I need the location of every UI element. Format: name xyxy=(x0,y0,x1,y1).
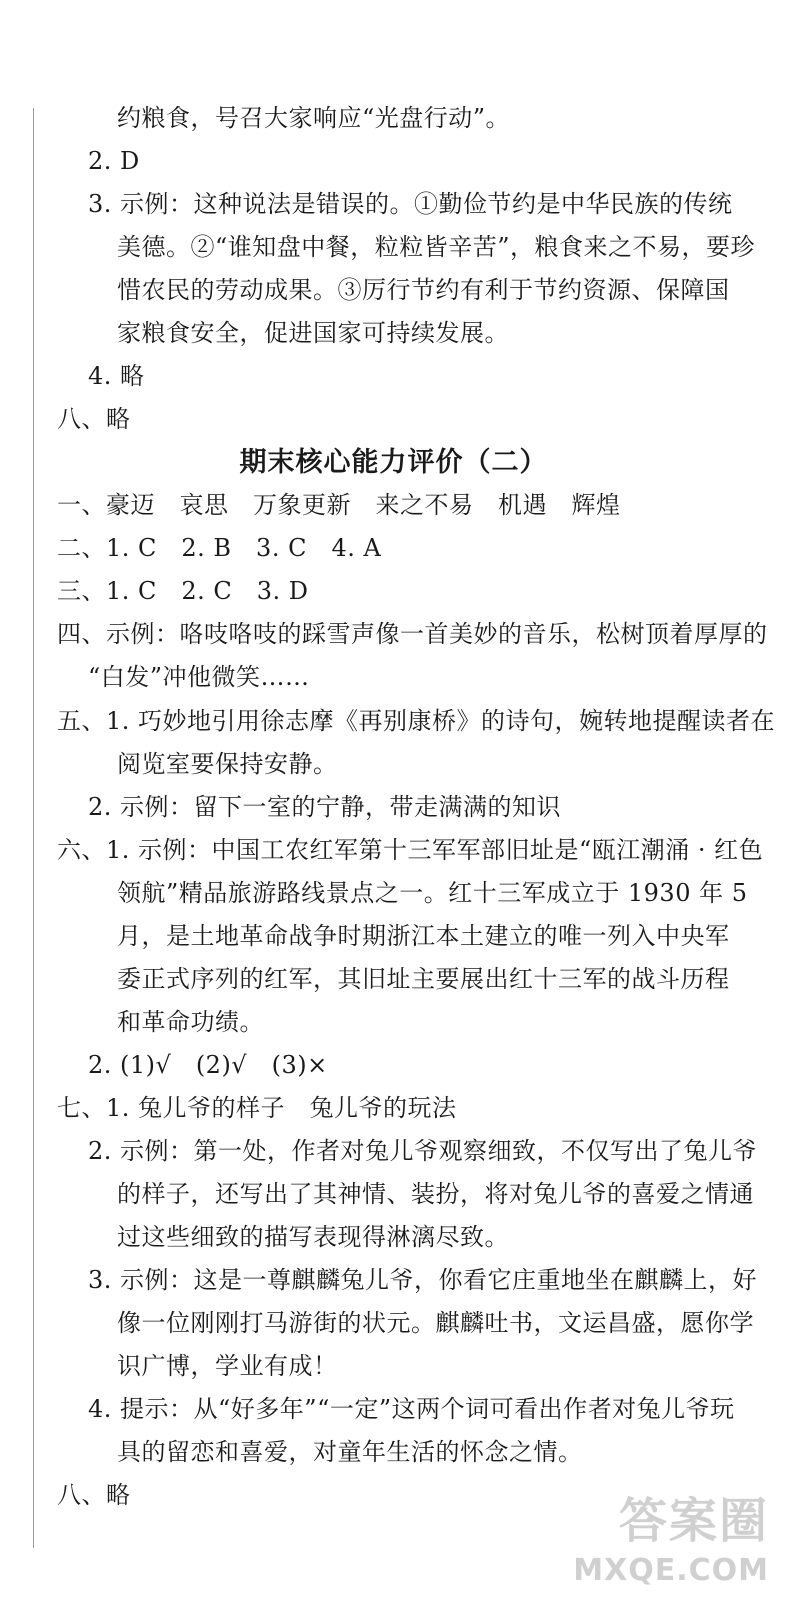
left-margin-rule xyxy=(33,108,34,1548)
answer-line: 委正式序列的红军，其旧址主要展出红十三军的战斗历程 xyxy=(117,965,730,993)
watermark-logo-text: 答案圈 xyxy=(618,1493,769,1549)
answer-line: 2. 示例：第一处，作者对兔儿爷观察细致，不仅写出了兔儿爷 xyxy=(88,1137,758,1165)
answer-line: 一、豪迈 哀思 万象更新 来之不易 机遇 辉煌 xyxy=(57,491,621,519)
section-title: 期末核心能力评价（二） xyxy=(239,447,548,478)
answer-line: 月，是土地革命战争时期浙江本土建立的唯一列入中央军 xyxy=(117,922,730,950)
answer-line: 3. 示例：这是一尊麒麟兔儿爷，你看它庄重地坐在麒麟上，好 xyxy=(88,1266,758,1294)
answer-line: 2. D xyxy=(88,147,140,175)
answer-line: 3. 示例：这种说法是错误的。①勤俭节约是中华民族的传统 xyxy=(88,190,733,218)
answer-line: 4. 提示：从“好多年”“一定”这两个词可看出作者对兔儿爷玩 xyxy=(88,1395,735,1423)
answer-line: 八、略 xyxy=(57,405,131,433)
answer-line: 惜农民的劳动成果。③厉行节约有利于节约资源、保障国 xyxy=(117,276,730,304)
answer-line: 二、1. C 2. B 3. C 4. A xyxy=(57,534,382,562)
answer-line: 五、1. 巧妙地引用徐志摩《再别康桥》的诗句，婉转地提醒读者在 xyxy=(57,707,776,735)
answer-line: 和革命功绩。 xyxy=(117,1008,264,1036)
answer-line: 三、1. C 2. C 3. D xyxy=(57,577,309,605)
answer-line: 阅览室要保持安静。 xyxy=(117,750,338,778)
answer-line: 具的留恋和喜爱，对童年生活的怀念之情。 xyxy=(117,1438,583,1466)
answer-line: 2. 示例：留下一室的宁静，带走满满的知识 xyxy=(88,793,562,821)
answer-line: 家粮食安全，促进国家可持续发展。 xyxy=(117,319,509,347)
answer-line: 美德。②“谁知盘中餐，粒粒皆辛苦”，粮食来之不易，要珍 xyxy=(117,233,756,261)
answer-line: “白发”冲他微笑…… xyxy=(88,663,310,691)
answer-line: 像一位刚刚打马游街的状元。麒麟吐书，文运昌盛，愿你学 xyxy=(117,1309,754,1337)
answer-line: 识广博，学业有成！ xyxy=(117,1352,338,1380)
answer-line: 过这些细致的描写表现得淋漓尽致。 xyxy=(117,1223,509,1251)
watermark xyxy=(569,1482,769,1592)
answer-line: 八、略 xyxy=(57,1481,131,1509)
answer-line: 2. (1)√ (2)√ (3)× xyxy=(88,1051,328,1079)
answer-line: 四、示例：咯吱咯吱的踩雪声像一首美妙的音乐，松树顶着厚厚的 xyxy=(57,620,768,648)
answer-line: 4. 略 xyxy=(88,362,145,390)
answer-line: 的样子，还写出了其神情、装扮，将对兔儿爷的喜爱之情通 xyxy=(117,1180,754,1208)
watermark-url-text: MXQE.COM xyxy=(573,1553,769,1588)
answer-line: 领航”精品旅游路线景点之一。红十三军成立于 1930 年 5 xyxy=(117,879,748,907)
answer-line: 六、1. 示例：中国工农红军第十三军军部旧址是“瓯江潮涌 · 红色 xyxy=(57,836,764,864)
answer-line: 七、1. 兔儿爷的样子 兔儿爷的玩法 xyxy=(57,1094,457,1122)
answer-line: 约粮食，号召大家响应“光盘行动”。 xyxy=(117,104,511,132)
